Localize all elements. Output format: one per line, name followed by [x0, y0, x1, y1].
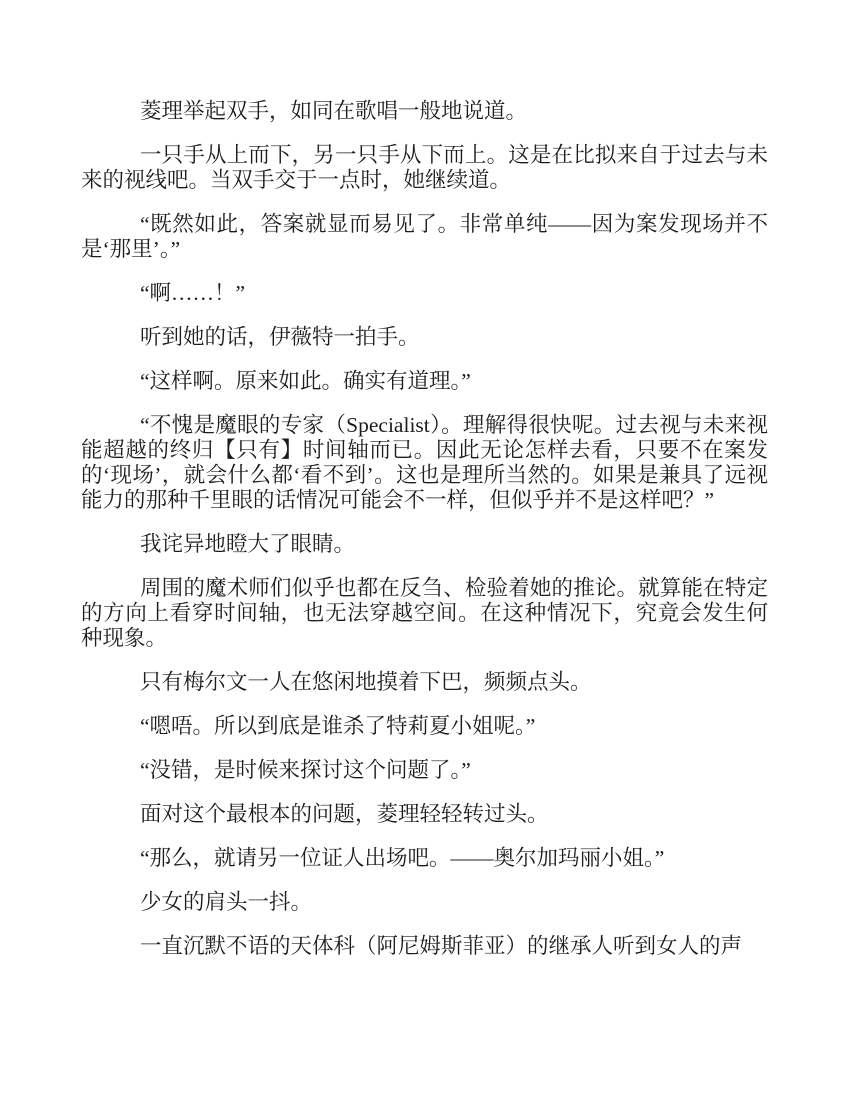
paragraph: 只有梅尔文一人在悠闲地摸着下巴，频频点头。	[140, 670, 592, 694]
paragraph: 少女的肩头一抖。	[140, 890, 313, 914]
paragraph: 面对这个最根本的问题，菱理轻轻转过头。	[140, 802, 549, 826]
paragraph: 听到她的话，伊薇特一拍手。	[140, 325, 420, 349]
paragraph: “不愧是魔眼的专家（Specialist）。理解得很快呢。过去视与未来视能超越的终归【只有】时间轴而已。因此无论怎样去看，只要不在案发的‘现场’，就会什么都‘看不到’。这也是理所当然的。如果是兼具了远视能力的那种千里眼的话情况可能会不一样，但似乎并不是这样吧？”	[81, 413, 768, 512]
paragraph: “这样啊。原来如此。确实有道理。”	[140, 369, 471, 393]
text-column	[81, 99, 768, 959]
paragraph: “嗯唔。所以到底是谁杀了特莉夏小姐呢。”	[140, 714, 536, 738]
paragraph: “没错，是时候来探讨这个问题了。”	[140, 758, 471, 782]
paragraph: 我诧异地瞪大了眼睛。	[140, 532, 356, 556]
paragraph: 菱理举起双手，如同在歌唱一般地说道。	[140, 99, 528, 123]
paragraph: “啊……！”	[140, 281, 246, 305]
paragraph: 一直沉默不语的天体科（阿尼姆斯菲亚）的继承人听到女人的声	[140, 934, 743, 958]
paragraph: “既然如此，答案就显而易见了。非常单纯——因为案发现场并不是‘那里’。”	[81, 212, 768, 261]
paragraph: 周围的魔术师们似乎也都在反刍、检验着她的推论。就算能在特定的方向上看穿时间轴，也无法穿越空间。在这种情况下，究竟会发生何种现象。	[81, 576, 768, 650]
paragraph: 一只手从上而下，另一只手从下而上。这是在比拟来自于过去与未来的视线吧。当双手交于一点时，她继续道。	[81, 143, 768, 192]
paragraph: “那么，就请另一位证人出场吧。——奥尔加玛丽小姐。”	[140, 846, 665, 870]
